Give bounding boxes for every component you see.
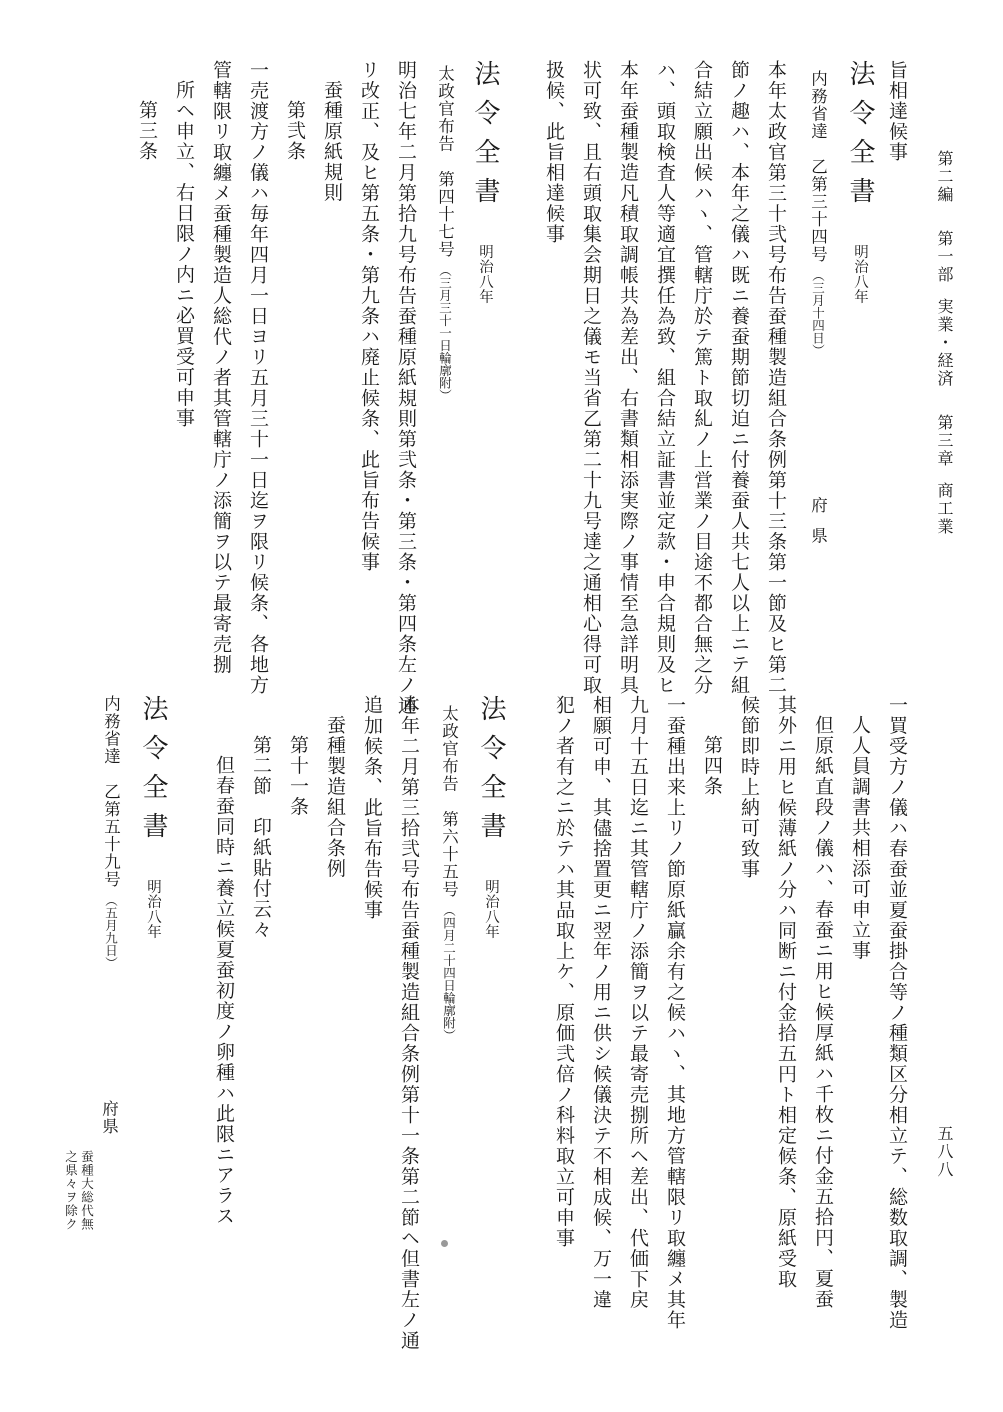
doc2-date: （三月三十一日輪廓附）	[437, 264, 453, 402]
doc4-number: 乙第五十九号	[101, 783, 121, 888]
doc4-issuer: 内務省達	[101, 695, 121, 765]
doc1-era: 明治八年	[852, 244, 868, 304]
article4: 第四条	[701, 735, 723, 797]
doc4-era: 明治八年	[145, 879, 161, 939]
doc4-meta	[102, 695, 119, 969]
doc1-addressee: 府県	[808, 496, 828, 558]
doc1-body-3: 合結立願出候ハヽ、管轄庁於テ篤ト取糺ノ上営業ノ目途不都合無之分	[691, 60, 713, 696]
doc2-issuer: 太政官布告	[435, 65, 455, 153]
cont-line-2: 人人員調書共相添可申立事	[849, 715, 871, 961]
stray-mark	[441, 1240, 448, 1247]
doc1-body-7: 扱候、此旨相達候事	[543, 60, 565, 245]
proviso-2: 其外ニ用ヒ候薄紙ノ分ハ同断ニ付金拾五円ト相定候条、原紙受取	[775, 695, 797, 1290]
doc3-date: （四月二十四日輪廓附）	[441, 904, 457, 1042]
header-subject: 実業・経済	[935, 298, 954, 388]
art4-body-3: 相願可申、其儘捨置更ニ翌年ノ用ニ供シ候儀決テ不相成候、万一違	[590, 695, 612, 1310]
doc4-addressee: 府県	[99, 1100, 119, 1135]
doc2-article2: 第弐条	[284, 100, 306, 162]
doc2-title: 法令全書	[470, 60, 500, 216]
doc1-number: 乙第三十四号	[808, 158, 828, 263]
doc4-date: （五月九日）	[103, 894, 119, 969]
doc2-art2-body-1: 一売渡方ノ儀ハ毎年四月一日ヨリ五月三十一日迄ヲ限リ候条、各地方	[247, 60, 269, 696]
doc3-body-1: 本年二月第三拾弐号布告蚕種製造組合条例第十一条第二節ヘ但書左ノ通	[398, 695, 420, 1351]
doc4-title: 法令全書	[138, 695, 168, 851]
doc3-era: 明治八年	[483, 879, 499, 939]
doc4-addressee-note-2: 之県々ヲ除ク	[63, 1150, 79, 1231]
page-number: 五八八	[935, 1125, 954, 1179]
art4-body-2: 九月十五日迄ニ其管轄庁ノ添簡ヲ以テ最寄売捌所ヘ差出、代価下戻	[627, 695, 649, 1310]
doc1-issuer: 内務省達	[808, 70, 828, 140]
doc2-heading	[472, 60, 498, 304]
doc3-proviso: 但春蚕同時ニ養立候夏蚕初度ノ卵種ハ此限ニアラス	[213, 755, 235, 1227]
doc1-body-1: 本年太政官第三十弐号布告蚕種製造組合条例第十三条第一節及ヒ第二	[765, 60, 787, 696]
doc3-rule-title: 蚕種製造組合条例	[324, 715, 346, 879]
header-chapter-title: 商工業	[935, 482, 954, 536]
header-section: 第一部	[935, 230, 954, 284]
doc3-meta	[440, 705, 457, 1042]
doc2-era: 明治八年	[477, 244, 493, 304]
doc1-date: （三月十四日）	[810, 269, 826, 357]
doc2-art2-body-3: 所ヘ申立、右日限ノ内ニ必買受可申事	[173, 80, 195, 429]
header-chapter: 第三章	[935, 414, 954, 468]
proviso-1: 但原紙直段ノ儀ハ、春蚕ニ用ヒ候厚紙ハ千枚ニ付金五拾円、夏蚕	[812, 715, 834, 1310]
doc1-body-6: 状可致、且右頭取集会期日之儀モ当省乙第二十九号達之通相心得可取	[580, 60, 602, 696]
doc1-body-4: ハ、頭取検査人等適宜撰任為致、組合結立証書並定款・申合規則及ヒ	[654, 60, 676, 696]
doc3-heading	[478, 695, 504, 939]
doc3-body-2: 追加候条、此旨布告候事	[361, 695, 383, 921]
doc1-body-2: 節ノ趣ハ、本年之儀ハ既ニ養蚕期節切迫ニ付養蚕人共七人以上ニテ組	[728, 60, 750, 696]
art4-body-1: 一蚕種出来上リノ節原紙贏余有之候ハヽ、其地方管轄限リ取纏メ其年	[664, 695, 686, 1331]
art4-body-4: 犯ノ者有之ニ於テハ其品取上ケ、原価弐倍ノ科料取立可申事	[553, 695, 575, 1249]
doc3-section2: 第二節 印紙貼付云々	[250, 735, 272, 940]
doc2-rule-title: 蚕種原紙規則	[321, 80, 343, 203]
doc2-art2-body-2: 管轄限リ取纏メ蚕種製造人総代ノ者其管轄庁ノ添簡ヲ以テ最寄売捌	[210, 60, 232, 675]
proviso-3: 候節即時上納可致事	[738, 695, 760, 880]
preceding-line: 旨相達候事	[886, 60, 908, 163]
doc3-article11: 第十一条	[287, 735, 309, 817]
doc3-issuer: 太政官布告	[439, 705, 459, 793]
doc1-body-5: 本年蚕種製造凡積取調帳共為差出、右書類相添実際ノ事情至急詳明具	[617, 60, 639, 696]
doc4-heading	[140, 695, 166, 939]
doc1-title: 法令全書	[845, 60, 875, 216]
doc3-title: 法令全書	[476, 695, 506, 851]
doc2-body-2: リ改正、及ヒ第五条・第九条ハ廃止候条、此旨布告候事	[358, 60, 380, 573]
doc1-heading	[847, 60, 873, 304]
doc4-addressee-note-1: 蚕種大総代無	[79, 1150, 95, 1231]
doc2-number: 第四十七号	[435, 170, 455, 258]
cont-line-1: 一買受方ノ儀ハ春蚕並夏蚕掛合等ノ種類区分相立テ、総数取調、製造	[886, 695, 908, 1331]
doc1-meta	[809, 70, 826, 558]
doc2-article3: 第三条	[136, 100, 158, 162]
header-part: 第二編	[935, 150, 954, 204]
running-header	[936, 150, 952, 536]
doc3-number: 第六十五号	[439, 810, 459, 898]
doc2-meta	[436, 65, 453, 402]
doc2-body-1: 明治七年二月第拾九号布告蚕種原紙規則第弐条・第三条・第四条左ノ通	[395, 60, 417, 716]
